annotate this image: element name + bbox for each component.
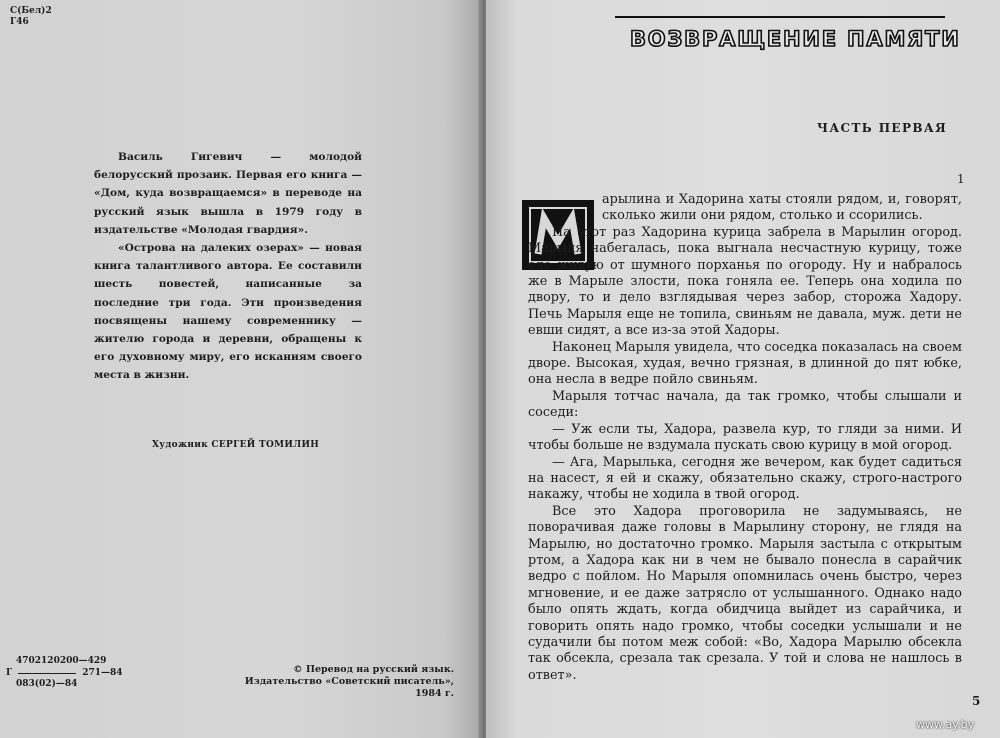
fraction-bar — [18, 673, 76, 674]
left-page — [0, 0, 482, 738]
catalog-index-prefix: Г — [6, 667, 13, 678]
annotation-paragraph: Василь Гигевич — молодой белорусский прозаик. Первая его книга — «Дом, куда возвращаемся» в переводе на русский язык вышла в 1979 году в издательстве «Молодая гвардия». — [94, 151, 362, 236]
artist-credit: Художник СЕРГЕЙ ТОМИЛИН — [152, 440, 320, 450]
annotation-paragraph: «Острова на далеких озерах» — новая книга талантливого автора. Ее составили шесть повестей, написанные за последние три года. Эти произведения посвящены нашему современнику — жителю города и деревни, обращены к его духовному миру, его исканиям своего места в жизни. — [94, 242, 362, 382]
chapter-text — [528, 192, 962, 684]
copyright-notice — [222, 664, 454, 700]
text-paragraph: На этот раз Хадорина курица забрела в Марылин огород. Марыля набегалась, пока выгнала несчастную курицу, тоже еле живую от шумного порханья по огороду. Ну и набралось же в Марыле злости, пока гоняла ее. Теперь она ходила по двору, то и дело взглядывая через забор, сторожа Хадору. Печь Марыля еще не топила, свиньям не давала, муж. дети не евши сидят, а все из-за этой Хадоры. — [528, 224, 962, 339]
text-paragraph: арылина и Хадорина хаты стояли рядом, и, говорят, сколько жили они рядом, столько и ссорились. — [602, 192, 962, 224]
copyright-line: Издательство «Советский писатель», 1984 г. — [244, 676, 454, 699]
classification-line: С(Бел)2 — [10, 6, 52, 16]
book-annotation — [94, 148, 362, 385]
text-paragraph: Марыля тотчас начала, да так громко, чтобы слышали и соседи: — [528, 388, 962, 421]
text-paragraph: Наконец Марыля увидела, что соседка показалась на своем дворе. Высокая, худая, вечно грязная, в длинной до пят юбке, она несла в ведре пойло свиньям. — [528, 339, 962, 388]
classification-code — [10, 6, 52, 28]
text-paragraph: — Уж если ты, Хадора, развела кур, то гляди за ними. И чтобы больше не вздумала пускать свою курицу в мой огород. — [528, 421, 962, 454]
classification-line: Г46 — [10, 17, 29, 27]
chapter-number: 1 — [957, 172, 965, 186]
text-paragraph: — Ага, Марылька, сегодня же вечером, как будет садиться на насест, я ей и скажу, обязательно скажу, строго-настрого накажу, чтобы не ходила в твой огород. — [528, 454, 962, 503]
text-paragraph: Все это Хадора проговорила не задумываясь, не поворачивая даже головы в Марылину сторону, не глядя на Марылю, но достаточно громко. Марыля застыла с открытым ртом, а Хадора как ни в чем не бывало понесла в сарайчик ведро с пойлом. Но Марыля опомнилась очень быстро, через мгновение, и ее даже затрясло от услышанного. Однако надо было опять ждать, когда обидчица выйдет из сарайчика, и говорить опять надо громко, чтобы соседки услышали и не судачили бы потом меж собой: «Во, Хадора Марылю обсекла так обсекла, срезала так срезала. У той и слова не нашлось в ответ». — [528, 503, 962, 683]
catalog-index-bottom: 083(02)—84 — [16, 679, 78, 689]
catalog-index-right: 271—84 — [82, 667, 123, 678]
title-rule — [615, 16, 945, 18]
site-watermark: www.ay.by — [916, 718, 975, 731]
catalog-index-top: 4702120200—429 — [16, 656, 107, 666]
page-number: 5 — [972, 694, 981, 708]
book-title: ВОЗВРАЩЕНИЕ ПАМЯТИ — [630, 27, 961, 51]
copyright-line: © Перевод на русский язык. — [293, 664, 454, 675]
part-heading: ЧАСТЬ ПЕРВАЯ — [817, 121, 948, 135]
catalog-index — [6, 656, 123, 691]
catalog-index-fraction — [6, 668, 123, 680]
